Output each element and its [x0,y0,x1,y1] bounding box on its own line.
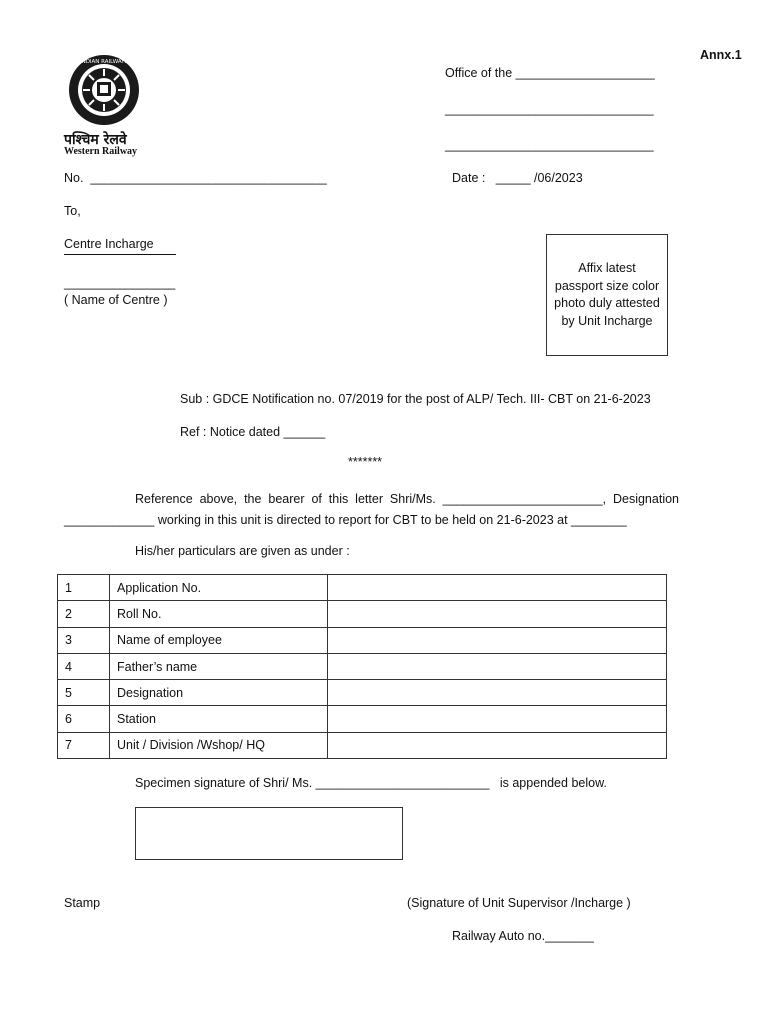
table-row [58,680,667,706]
body-line-2: _____________ working in this unit is directed to report for CBT to be held on 21-6-2023 at ________ [64,512,627,527]
row-value-field[interactable] [328,601,667,627]
row-value-field[interactable] [328,680,667,706]
name-of-centre-label: ( Name of Centre ) [64,293,168,307]
row-label: Roll No. [110,601,328,627]
table-row [58,653,667,679]
photo-instruction: Affix latest passport size color photo duly attested by Unit Incharge [554,261,660,328]
address-line-2: ______________________________ [445,138,654,152]
row-number: 1 [58,575,110,601]
railway-auto-number: Railway Auto no._______ [452,929,594,943]
stamp-label: Stamp [64,896,101,910]
to-label: To, [64,204,81,218]
row-label: Station [110,706,328,732]
row-label: Application No. [110,575,328,601]
table-row [58,627,667,653]
signature-box[interactable] [135,807,403,860]
row-label: Unit / Division /Wshop/ HQ [110,732,328,758]
table-row [58,601,667,627]
row-label: Name of employee [110,627,328,653]
table-row [58,575,667,601]
reference-line: Ref : Notice dated ______ [180,425,326,439]
row-label: Designation [110,680,328,706]
reference-number: No. __________________________________ [64,171,327,185]
centre-blank-line: ________________ [64,276,176,290]
table-row [58,732,667,758]
office-line: Office of the ____________________ [445,66,655,80]
logo-english-text: Western Railway [64,146,138,157]
title-underline [64,254,176,255]
address-line-1: ______________________________ [445,102,654,116]
subject-line: Sub : GDCE Notification no. 07/2019 for the post of ALP/ Tech. III- CBT on 21-6-2023 [180,392,651,406]
row-number: 7 [58,732,110,758]
supervisor-signature-label: (Signature of Unit Supervisor /Incharge ) [407,896,631,910]
indian-railways-emblem-icon [64,52,144,132]
row-number: 6 [58,706,110,732]
annex-label: Annx.1 [700,48,742,62]
body-line-1: Reference above, the bearer of this letter Shri/Ms. _______________________, Designation [135,492,679,506]
row-value-field[interactable] [328,706,667,732]
row-number: 4 [58,653,110,679]
row-number: 2 [58,601,110,627]
row-label: Father’s name [110,653,328,679]
logo-hindi-text: पश्चिम रेलवे [64,132,127,148]
particulars-table [57,574,667,759]
particulars-intro: His/her particulars are given as under : [135,544,350,558]
date-field: Date : _____ /06/2023 [452,171,583,185]
separator-stars: ******* [348,455,383,469]
body-paragraph [64,489,679,530]
row-number: 3 [58,627,110,653]
centre-incharge-title: Centre Incharge [64,237,154,251]
western-railway-logo [64,52,144,157]
row-value-field[interactable] [328,575,667,601]
row-value-field[interactable] [328,732,667,758]
row-number: 5 [58,680,110,706]
row-value-field[interactable] [328,627,667,653]
svg-text:INDIAN RAILWAYS: INDIAN RAILWAYS [79,59,129,65]
row-value-field[interactable] [328,653,667,679]
photo-placeholder-box [546,234,668,356]
specimen-signature-line: Specimen signature of Shri/ Ms. _________________________ is appended below. [135,776,607,790]
table-row [58,706,667,732]
